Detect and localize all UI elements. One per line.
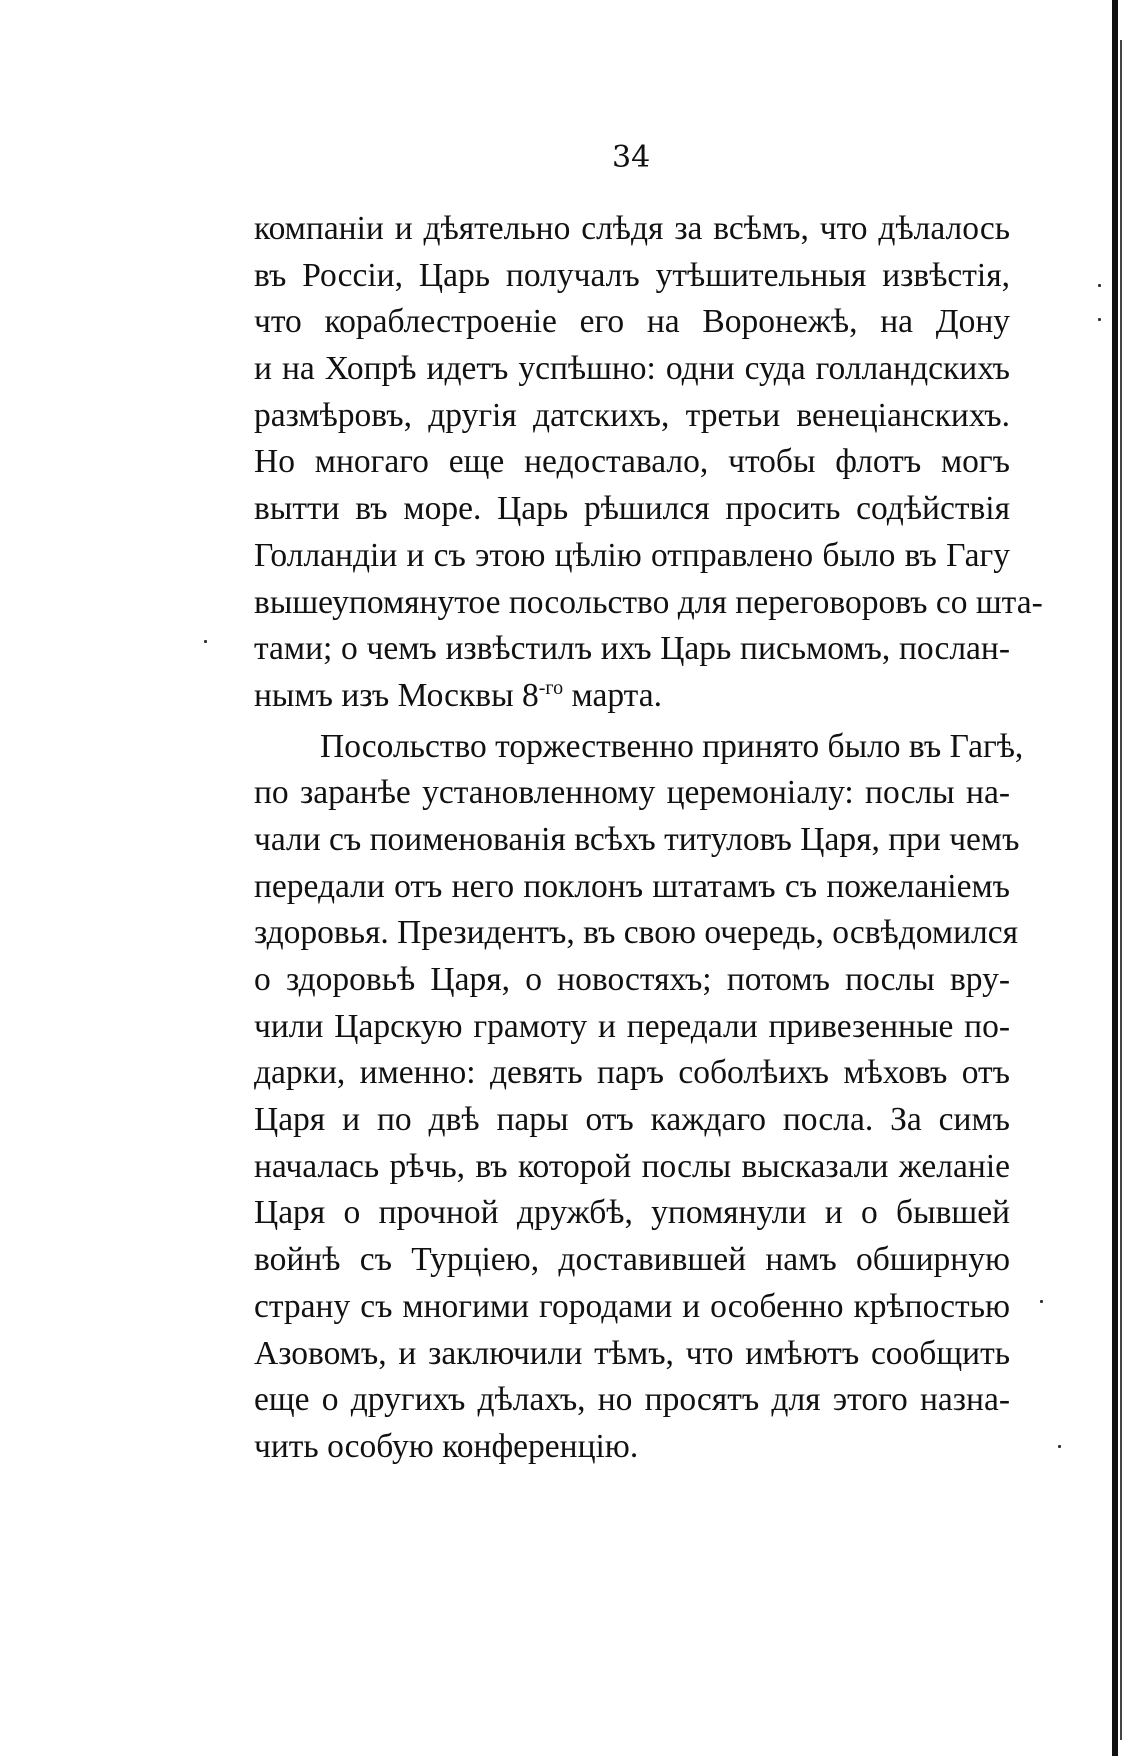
- text-line: войнѣ съ Турціею, доставившей намъ обширную: [254, 1241, 1010, 1279]
- print-speck: [1058, 1445, 1061, 1448]
- text-line: въ Россіи, Царь получалъ утѣшительныя извѣстія,: [254, 256, 1010, 294]
- text-line: еще о другихъ дѣлахъ, но просятъ для этого назна-: [254, 1381, 1010, 1419]
- print-speck: [204, 640, 207, 643]
- text-line: чили Царскую грамоту и передали привезенные по-: [254, 1007, 1010, 1045]
- text-line: чали съ поименованія всѣхъ титуловъ Царя, при чемъ: [254, 820, 1020, 858]
- text-line: тами; о чемъ извѣстилъ ихъ Царь письмомъ, послан-: [254, 630, 1010, 668]
- text-line: вытти въ море. Царь рѣшился просить содѣйствія: [254, 490, 1010, 528]
- text-line: и на Хопрѣ идетъ успѣшно: одни суда голландскихъ: [254, 350, 1010, 388]
- text-line: Голландіи и съ этою цѣлію отправлено было въ Гагу: [254, 536, 1010, 574]
- text-line: размѣровъ, другія датскихъ, третьи венеціанскихъ.: [254, 396, 1010, 434]
- paragraph-1: [254, 206, 1043, 720]
- page-edge-shadow: [1112, 0, 1118, 1756]
- text-line: Царя о прочной дружбѣ, упомянули и о бывшей: [254, 1194, 1010, 1232]
- text-fragment: марта.: [563, 676, 662, 714]
- text-line: о здоровьѣ Царя, о новостяхъ; потомъ послы вру-: [254, 961, 1010, 998]
- paragraph-2: [254, 724, 1024, 1471]
- text-line: Царя и по двѣ пары отъ каждаго посла. За симъ: [254, 1101, 1010, 1139]
- print-speck: [1098, 318, 1101, 321]
- print-speck: [1098, 284, 1101, 287]
- text-line: здоровья. Президентъ, въ свою очередь, освѣдомился: [254, 914, 1018, 952]
- text-line-last: [254, 673, 1010, 720]
- text-line: вышеупомянутое посольство для переговоровъ со шта-: [254, 583, 1043, 621]
- text-line: по заранѣе установленному церемоніалу: послы на-: [254, 774, 1010, 812]
- text-line-last: чить особую конференцію.: [254, 1427, 639, 1465]
- text-line: Азовомъ, и заключили тѣмъ, что имѣютъ сообщить: [254, 1334, 1010, 1372]
- text-line: Посольство торжественно принято было въ Гагѣ,: [320, 727, 1024, 765]
- text-line: дарки, именно: девять паръ соболѣихъ мѣховъ отъ: [254, 1054, 1010, 1092]
- text-line: что кораблестроеніе его на Воронежѣ, на Дону: [254, 303, 1010, 341]
- text-line: страну съ многими городами и особенно крѣпостью: [254, 1287, 1010, 1325]
- superscript-ordinal: -го: [538, 676, 564, 699]
- text-fragment: нымъ изъ Москвы 8: [254, 676, 539, 714]
- print-speck: [1040, 1300, 1043, 1303]
- text-line: Но многаго еще недоставало, чтобы флотъ могъ: [254, 443, 1010, 481]
- text-line: компаніи и дѣятельно слѣдя за всѣмъ, что дѣлалось: [254, 210, 1010, 247]
- text-line: началась рѣчь, въ которой послы высказали желаніе: [254, 1147, 1010, 1185]
- body-text: [254, 206, 1043, 1471]
- page-number: 34: [612, 140, 651, 175]
- text-line: передали отъ него поклонъ штатамъ съ пожеланіемъ: [254, 867, 1010, 905]
- page-edge-line: [1120, 40, 1122, 1740]
